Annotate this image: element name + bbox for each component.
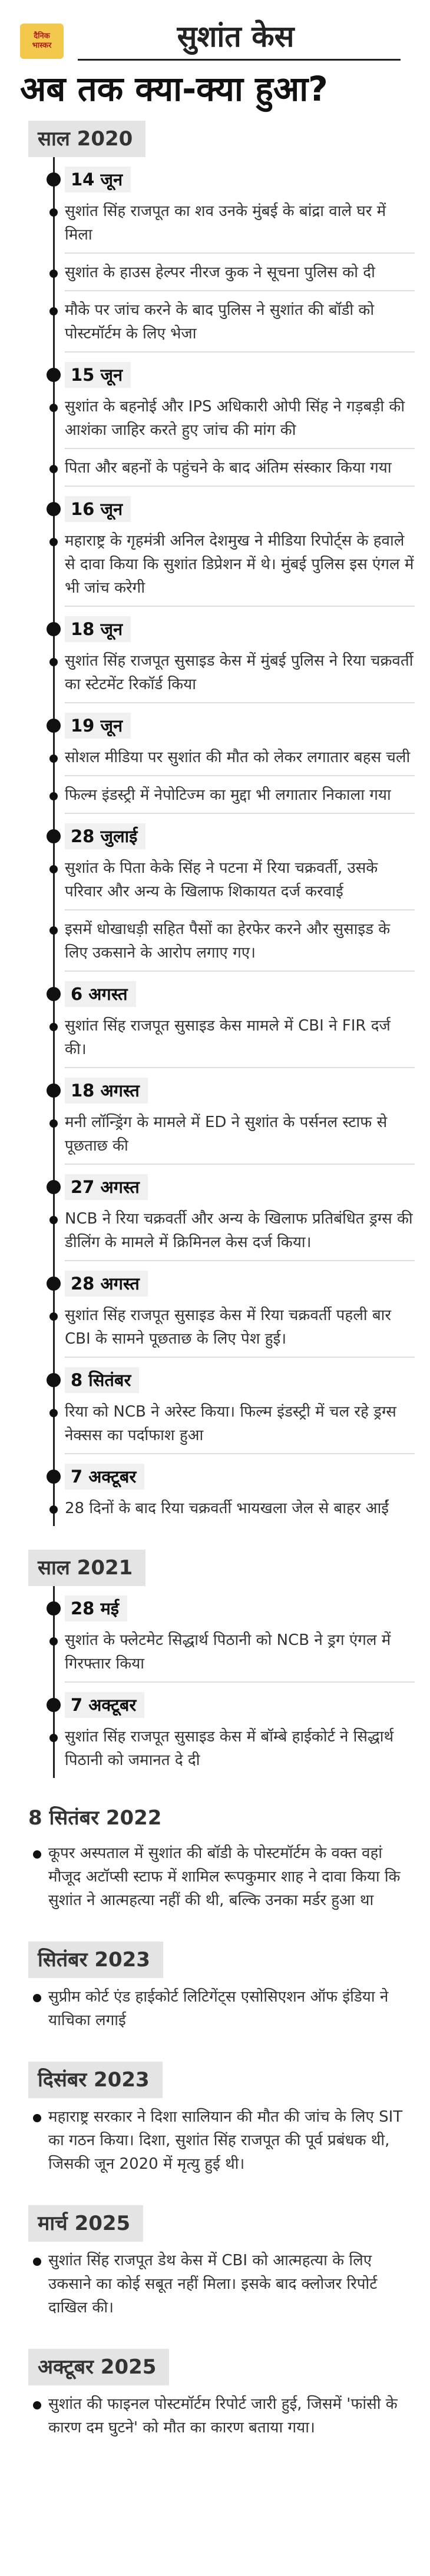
date-entry xyxy=(28,167,415,192)
event-item xyxy=(28,918,415,972)
bullet xyxy=(49,1023,58,1031)
logo-line-2: भास्कर xyxy=(32,41,52,50)
date-marker xyxy=(47,1601,61,1616)
logo-line-1: दैनिक xyxy=(34,32,50,41)
bullet xyxy=(49,404,58,412)
bullet xyxy=(49,865,58,873)
event-item xyxy=(28,746,415,776)
event-item xyxy=(28,1725,415,1778)
event-text: सुशांत सिंह राजपूत सुसाइड केस में मुंबई पुलिस ने रिया चक्रवर्ती का स्टेटमेंट रिकॉर्ड किया xyxy=(65,649,415,703)
date-marker xyxy=(47,1180,61,1194)
event-item xyxy=(28,1304,415,1358)
event-text: सुशांत सिंह राजपूत सुसाइड केस में रिया चक्रवर्ती पहली बार CBI के सामने पूछताछ के लिए पेश हुई। xyxy=(65,1304,415,1358)
date-entry xyxy=(28,1464,415,1490)
event-text: सुशांत के पिता केके सिंह ने पटना में रिया चक्रवर्ती, उसके परिवार और अन्य के खिलाफ शिकायत दर्ज करवाई xyxy=(65,856,415,910)
date-label: 28 अगस्त xyxy=(65,1271,148,1297)
bullet xyxy=(49,1409,58,1417)
bullet xyxy=(49,465,58,473)
date-marker xyxy=(47,368,61,382)
event-item xyxy=(28,261,415,291)
event-text: महाराष्ट्र के गृहमंत्री अनिल देशमुख ने मीडिया रिपोर्ट्स के हवाले से दावा किया कि सुशांत डिप्रेशन में थे। मुंबई पुलिस इस एंगल में भी जांच करेगी xyxy=(65,529,415,607)
event-item xyxy=(28,456,415,487)
date-marker xyxy=(47,987,61,1001)
date-marker xyxy=(47,1277,61,1291)
date-entry xyxy=(28,1367,415,1393)
bullet xyxy=(49,208,58,217)
date-entry xyxy=(28,1692,415,1718)
date-marker xyxy=(47,502,61,516)
event-text: पिता और बहनों के पहुंचने के बाद अंतिम संस्कार किया गया xyxy=(65,456,415,487)
date-entry xyxy=(28,1596,415,1621)
date-entry xyxy=(28,981,415,1007)
header xyxy=(0,0,430,121)
date-label: 15 जून xyxy=(65,362,131,388)
bullet xyxy=(49,926,58,935)
event-text: सुशांत के फ्लेटमेट सिद्धार्थ पिठानी को NCB ने ड्रग एंगल में गिरफ्तार किया xyxy=(65,1628,415,1683)
date-label: 27 अगस्त xyxy=(65,1174,148,1200)
topic-underline xyxy=(78,59,401,61)
event-text: मौके पर जांच करने के बाद पुलिस ने सुशांत की बॉडी को पोस्टमॉर्टम के लिए भेजा xyxy=(65,298,415,353)
event-item xyxy=(28,1400,415,1454)
year-section-mar-2025 xyxy=(28,2205,415,2325)
event-item xyxy=(28,1628,415,1683)
date-entry xyxy=(28,1271,415,1297)
dainik-bhaskar-logo xyxy=(20,24,64,59)
date-marker xyxy=(47,1470,61,1484)
event-text: सुशांत के बहनोई और IPS अधिकारी ओपी सिंह ने गड़बड़ी की आशंका जाहिर करते हुए जांच की मांग की xyxy=(65,395,415,449)
bullet xyxy=(49,1216,58,1224)
bullet xyxy=(49,1505,58,1514)
event-item xyxy=(28,395,415,449)
headline: अब तक क्या-क्या हुआ? xyxy=(20,69,328,109)
event-item xyxy=(28,1111,415,1165)
event-text: सुशांत सिंह राजपूत सुसाइड केस में बॉम्बे हाईकोर्ट ने सिद्धार्थ पिठानी को जमानत दे दी xyxy=(65,1728,394,1769)
bullet xyxy=(49,1312,58,1321)
year-section-sep-2023 xyxy=(28,1942,415,2038)
event-item xyxy=(28,529,415,607)
bullet xyxy=(49,538,58,546)
event-item xyxy=(28,649,415,703)
event-item xyxy=(28,298,415,353)
date-marker xyxy=(47,1083,61,1098)
date-label: 28 मई xyxy=(65,1596,127,1621)
date-marker xyxy=(47,1698,61,1712)
event-item xyxy=(28,1842,415,1918)
date-entry xyxy=(28,616,415,642)
event-item xyxy=(28,1497,415,1526)
date-label: 19 जून xyxy=(65,713,131,739)
event-text: मनी लॉन्ड्रिंग के मामले में ED ने सुशांत के पर्सनल स्टाफ से पूछताछ की xyxy=(65,1111,415,1165)
event-item xyxy=(28,2249,415,2325)
event-text: फिल्म इंडस्ट्री में नेपोटिज्म का मुद्दा भी लगातार निकाला गया xyxy=(65,783,415,814)
date-label: 8 सितंबर xyxy=(65,1367,139,1393)
event-item xyxy=(28,1985,415,2038)
event-item xyxy=(28,856,415,910)
bullet xyxy=(49,658,58,666)
bullet xyxy=(49,307,58,315)
event-text: सुशांत सिंह राजपूत डेथ केस में CBI को आत्महत्या के लिए उकसाने का कोई सबूत नहीं मिला। इसके बाद क्लोजर रिपोर्ट दाखिल की। xyxy=(48,2252,378,2316)
year-section-oct-2025 xyxy=(28,2349,415,2445)
event-text: इसमें धोखाधड़ी सहित पैसों का हेरफेर करने और सुसाइड के लिए उकसाने के आरोप लगाए गए। xyxy=(65,918,415,972)
bullet xyxy=(49,792,58,800)
date-entry xyxy=(28,823,415,849)
date-marker xyxy=(47,719,61,733)
date-label: 16 जून xyxy=(65,496,131,522)
event-text: कूपर अस्पताल में सुशांत की बॉडी के पोस्टमॉर्टम के वक्त वहां मौजूद अटॉप्सी स्टाफ में शामिल रूपकुमार शाह ने दावा किया कि सुशांत ने आत्महत्या नहीं की थी, बल्कि उनका मर्डर हुआ था xyxy=(48,1844,401,1909)
event-text: महाराष्ट्र सरकार ने दिशा सालियान की मौत की जांच के लिए SIT का गठन किया। दिशा, सुशांत सिंह राजपूत की पूर्व प्रबंधक थी, जिसकी जून 2020 में मृत्यु हुई थी। xyxy=(48,2108,403,2173)
bullet xyxy=(33,2114,41,2122)
date-marker xyxy=(47,622,61,636)
event-item xyxy=(28,200,415,254)
bullet xyxy=(33,2401,41,2409)
year-section-2020 xyxy=(28,121,415,1526)
event-item xyxy=(28,783,415,814)
date-entry xyxy=(28,362,415,388)
timeline xyxy=(0,121,430,2445)
date-marker xyxy=(47,829,61,843)
bullet xyxy=(49,754,58,763)
date-label: 28 जुलाई xyxy=(65,823,145,849)
date-label: 14 जून xyxy=(65,167,131,192)
date-entry xyxy=(28,713,415,739)
year-label: साल 2020 xyxy=(28,121,145,157)
date-label: 18 जून xyxy=(65,616,131,642)
date-marker xyxy=(47,172,61,187)
bullet xyxy=(49,270,58,278)
year-label: सितंबर 2023 xyxy=(28,1942,163,1978)
event-text: 28 दिनों के बाद रिया चक्रवर्ती भायखला जेल से बाहर आईं xyxy=(65,1500,389,1517)
date-label: 6 अगस्त xyxy=(65,981,136,1007)
date-marker xyxy=(47,1373,61,1387)
bullet xyxy=(33,1850,41,1859)
event-item xyxy=(28,1014,415,1068)
event-text: सुशांत के हाउस हेल्पर नीरज कुक ने सूचना पुलिस को दी xyxy=(65,261,415,291)
date-entry xyxy=(28,1174,415,1200)
date-label: 7 अक्टूबर xyxy=(65,1464,144,1490)
event-text: सुप्रीम कोर्ट एंड हाईकोर्ट लिटिगेंट्स एसोसिएशन ऑफ इंडिया ने याचिका लगाई xyxy=(48,1988,389,2029)
event-text: NCB ने रिया चक्रवर्ती और अन्य के खिलाफ प्रतिबंधित ड्रग्स की डीलिंग के मामले में क्रिमिनल केस दर्ज किया। xyxy=(65,1207,415,1261)
bullet xyxy=(49,1119,58,1128)
year-label: दिसंबर 2023 xyxy=(28,2062,163,2098)
date-label: 7 अक्टूबर xyxy=(65,1692,144,1718)
event-text: सोशल मीडिया पर सुशांत की मौत को लेकर लगातार बहस चली xyxy=(65,746,415,776)
event-text: सुशांत की फाइनल पोस्टमॉर्टम रिपोर्ट जारी हुई, जिसमें 'फांसी के कारण दम घुटने' को मौत का कारण बताया गया। xyxy=(48,2395,398,2437)
topic-title: सुशांत केस xyxy=(177,19,295,54)
year-label: मार्च 2025 xyxy=(28,2205,143,2242)
bullet xyxy=(33,2258,41,2266)
event-text: सुशांत सिंह राजपूत सुसाइड केस मामले में CBI ने FIR दर्ज की। xyxy=(65,1014,415,1068)
date-entry xyxy=(28,1078,415,1103)
year-section-dec-2023 xyxy=(28,2062,415,2182)
year-label: साल 2021 xyxy=(28,1550,145,1586)
event-item xyxy=(28,1207,415,1261)
bullet xyxy=(49,1734,58,1742)
year-label: 8 सितंबर 2022 xyxy=(28,1806,162,1830)
date-entry xyxy=(28,496,415,522)
event-text: रिया को NCB ने अरेस्ट किया। फिल्म इंडस्ट्री में चल रहे ड्रग्स नेक्सस का पर्दाफाश हुआ xyxy=(65,1400,415,1454)
year-section-2021 xyxy=(28,1550,415,1778)
event-item xyxy=(28,2105,415,2182)
bullet xyxy=(33,1994,41,2002)
date-label: 18 अगस्त xyxy=(65,1078,148,1103)
bullet xyxy=(49,1637,58,1646)
event-text: सुशांत सिंह राजपूत का शव उनके मुंबई के बांद्रा वाले घर में मिला xyxy=(65,200,415,254)
year-section-sep-2022 xyxy=(28,1801,415,1918)
event-item xyxy=(28,2392,415,2445)
year-label: अक्टूबर 2025 xyxy=(28,2349,169,2385)
